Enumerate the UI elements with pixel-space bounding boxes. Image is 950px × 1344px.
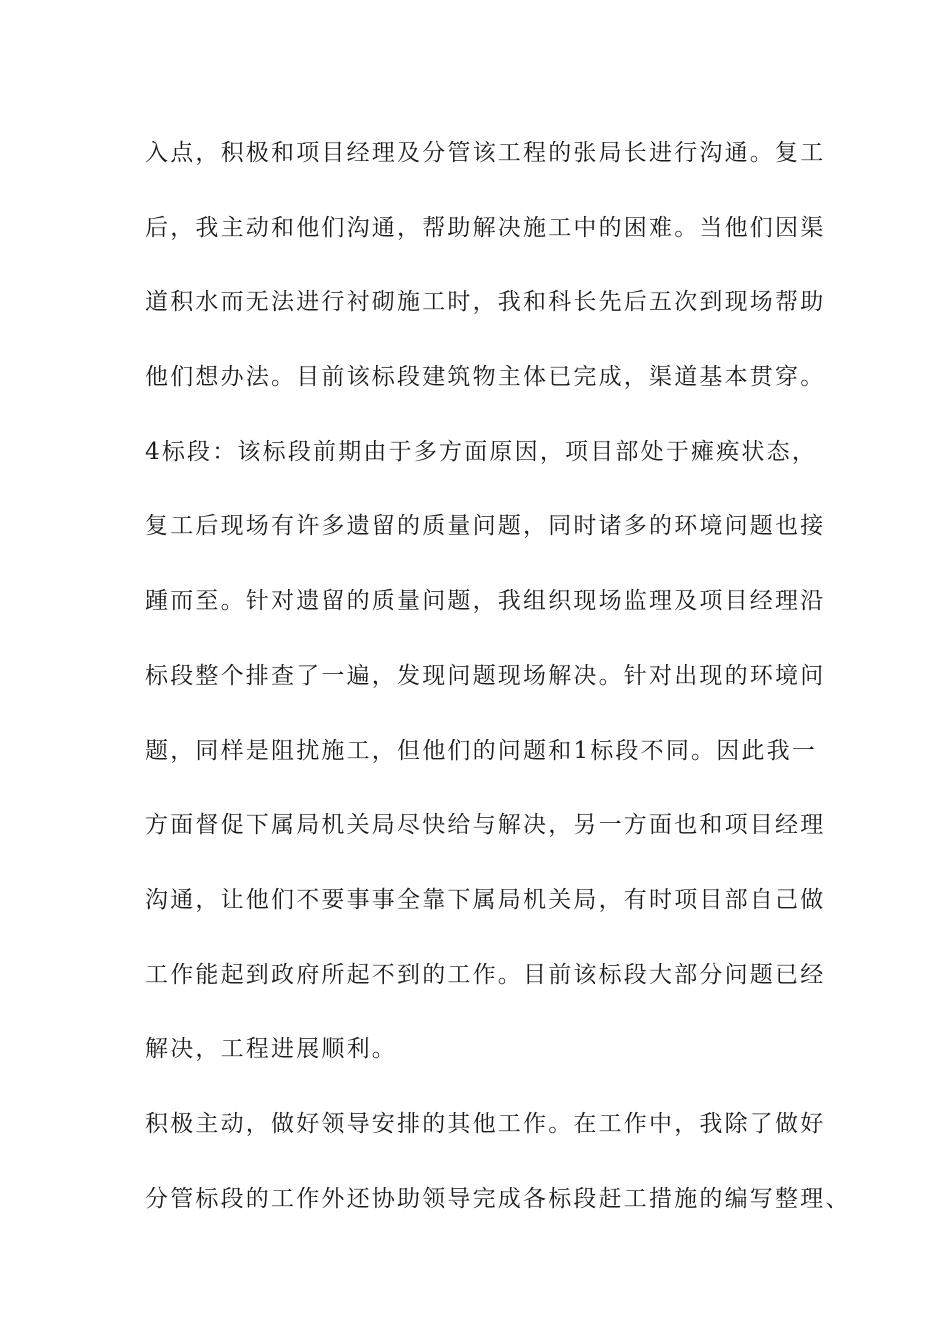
text-line: 积极主动，做好领导安排的其他工作。在工作中，我除了做好: [145, 1110, 826, 1137]
text-line: 标段整个排查了一遍，发现问题现场解决。针对出现的环境问: [145, 662, 826, 689]
text-line: 他们想办法。目前该标段建筑物主体已完成，渠道基本贯穿。: [145, 364, 826, 391]
text-line: 复工后现场有许多遗留的质量问题，同时诸多的环境问题也接: [145, 513, 826, 540]
text-line: 方面督促下属局机关局尽快给与解决，另一方面也和项目经理: [145, 812, 826, 839]
text-line: 后，我主动和他们沟通，帮助解决施工中的困难。当他们因渠: [145, 214, 826, 241]
body-text: [145, 131, 851, 1251]
text-line: 4标段：该标段前期由于多方面原因，项目部处于瘫痪状态，: [145, 438, 818, 465]
text-line: 入点，积极和项目经理及分管该工程的张局长进行沟通。复工: [145, 140, 826, 166]
text-line: 沟通，让他们不要事事全靠下属局机关局，有时项目部自己做: [145, 886, 826, 913]
text-line: 道积水而无法进行衬砌施工时，我和科长先后五次到现场帮助: [145, 289, 826, 316]
text-line: 分管标段的工作外还协助领导完成各标段赶工措施的编写整理、: [145, 1185, 851, 1212]
text-line: 踵而至。针对遗留的质量问题，我组织现场监理及项目经理沿: [145, 588, 826, 615]
text-line: 解决，工程进展顺利。: [145, 1036, 397, 1063]
text-line: 工作能起到政府所起不到的工作。目前该标段大部分问题已经: [145, 961, 826, 988]
text-line: 题，同样是阻扰施工，但他们的问题和1标段不同。因此我一: [145, 737, 818, 764]
